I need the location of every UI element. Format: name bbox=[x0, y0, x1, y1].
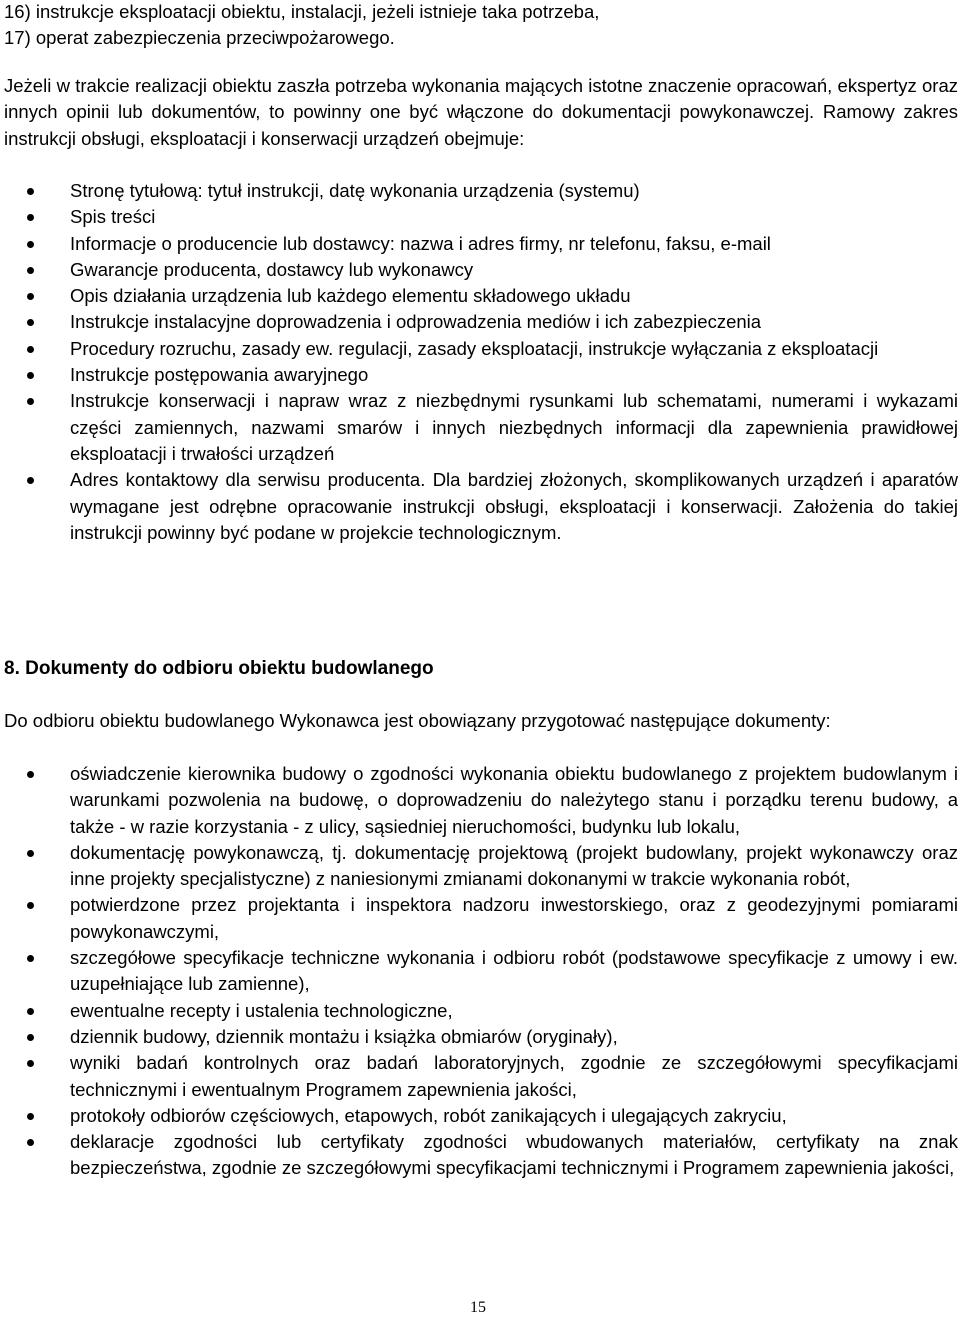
bullet-icon bbox=[27, 1139, 34, 1146]
list-item: Opis działania urządzenia lub każdego elementu składowego układu bbox=[4, 283, 958, 309]
list-item: dokumentację powykonawczą, tj. dokumentację projektową (projekt budowlany, projekt wykonawczy oraz inne projekty specjalistyczne) z naniesionymi zmianami dokonanymi w trakcie wykonania robót, bbox=[4, 840, 958, 893]
bullet-icon bbox=[27, 214, 34, 221]
bullet-icon bbox=[27, 372, 34, 379]
bullet-icon bbox=[27, 850, 34, 857]
list-item: Instrukcje konserwacji i napraw wraz z niezbędnymi rysunkami lub schematami, numerami i wykazami części zamiennych, nazwami smarów i innych niezbędnych informacji dla zapewnienia prawidłowej eksploatacji i trwałości urządzeń bbox=[4, 388, 958, 467]
bullet-icon bbox=[27, 293, 34, 300]
list-item: Spis treści bbox=[4, 204, 958, 230]
manual-scope-list bbox=[4, 178, 958, 546]
bullet-icon bbox=[27, 902, 34, 909]
bullet-icon bbox=[27, 319, 34, 326]
list-item: protokoły odbiorów częściowych, etapowych, robót zanikających i ulegających zakryciu, bbox=[4, 1103, 958, 1129]
list-item: deklaracje zgodności lub certyfikaty zgodności wbudowanych materiałów, certyfikaty na znak bezpieczeństwa, zgodnie ze szczegółowymi specyfikacjami technicznymi i Programem zapewnienia jakości, bbox=[4, 1129, 958, 1182]
list-item: Informacje o producencie lub dostawcy: nazwa i adres firmy, nr telefonu, faksu, e-mail bbox=[4, 231, 958, 257]
bullet-icon bbox=[27, 1034, 34, 1041]
list-item: Gwarancje producenta, dostawcy lub wykonawcy bbox=[4, 257, 958, 283]
list-item: dziennik budowy, dziennik montażu i książka obmiarów (oryginały), bbox=[4, 1024, 958, 1050]
intro-paragraph: Jeżeli w trakcie realizacji obiektu zaszła potrzeba wykonania mających istotne znaczenie opracowań, ekspertyz oraz innych opinii lub dokumentów, to powinny one być włączone do dokumentacji powykonawczej. Ramowy zakres instrukcji obsługi, eksploatacji i konserwacji urządzeń obejmuje: bbox=[4, 75, 958, 149]
bullet-icon bbox=[27, 398, 34, 405]
list-item: ewentualne recepty i ustalenia technologiczne, bbox=[4, 998, 958, 1024]
bullet-icon bbox=[27, 267, 34, 274]
bullet-icon bbox=[27, 346, 34, 353]
bullet-icon bbox=[27, 1060, 34, 1067]
page-number: 15 bbox=[470, 1299, 486, 1316]
list-item: Stronę tytułową: tytuł instrukcji, datę wykonania urządzenia (systemu) bbox=[4, 178, 958, 204]
list-item: potwierdzone przez projektanta i inspektora nadzoru inwestorskiego, oraz z geodezyjnymi pomiarami powykonawczymi, bbox=[4, 892, 958, 945]
list-item: Instrukcje postępowania awaryjnego bbox=[4, 362, 958, 388]
bullet-icon bbox=[27, 477, 34, 484]
list-item-16: 16) instrukcje eksploatacji obiektu, instalacji, jeżeli istnieje taka potrzeba, bbox=[4, 1, 600, 22]
list-item: Adres kontaktowy dla serwisu producenta. Dla bardziej złożonych, skomplikowanych urządzeń i aparatów wymagane jest odrębne opracowanie instrukcji obsługi, eksploatacji i konserwacji. Założenia do takiej instrukcji powinny być podane w projekcie technologicznym. bbox=[4, 467, 958, 546]
documents-list bbox=[4, 761, 958, 1182]
bullet-icon bbox=[27, 1113, 34, 1120]
bullet-icon bbox=[27, 188, 34, 195]
bullet-icon bbox=[27, 771, 34, 778]
section-heading: 8. Dokumenty do odbioru obiektu budowlanego bbox=[4, 658, 434, 679]
list-item: szczegółowe specyfikacje techniczne wykonania i odbioru robót (podstawowe specyfikacje z umowy i ew. uzupełniające lub zamienne), bbox=[4, 945, 958, 998]
list-item: Instrukcje instalacyjne doprowadzenia i odprowadzenia mediów i ich zabezpieczenia bbox=[4, 309, 958, 335]
bullet-icon bbox=[27, 241, 34, 248]
section-intro: Do odbioru obiektu budowlanego Wykonawca jest obowiązany przygotować następujące dokumenty: bbox=[4, 710, 831, 731]
list-item: wyniki badań kontrolnych oraz badań laboratoryjnych, zgodnie ze szczegółowymi specyfikacjami technicznymi i ewentualnym Programem zapewnienia jakości, bbox=[4, 1050, 958, 1103]
bullet-icon bbox=[27, 955, 34, 962]
list-item: oświadczenie kierownika budowy o zgodności wykonania obiektu budowlanego z projektem budowlanym i warunkami pozwolenia na budowę, o doprowadzeniu do należytego stanu i porządku terenu budowy, a także - w razie korzystania - z ulicy, sąsiedniej nieruchomości, budynku lub lokalu, bbox=[4, 761, 958, 840]
bullet-icon bbox=[27, 1008, 34, 1015]
list-item-17: 17) operat zabezpieczenia przeciwpożarowego. bbox=[4, 27, 395, 48]
list-item: Procedury rozruchu, zasady ew. regulacji, zasady eksploatacji, instrukcje wyłączania z eksploatacji bbox=[4, 336, 958, 362]
